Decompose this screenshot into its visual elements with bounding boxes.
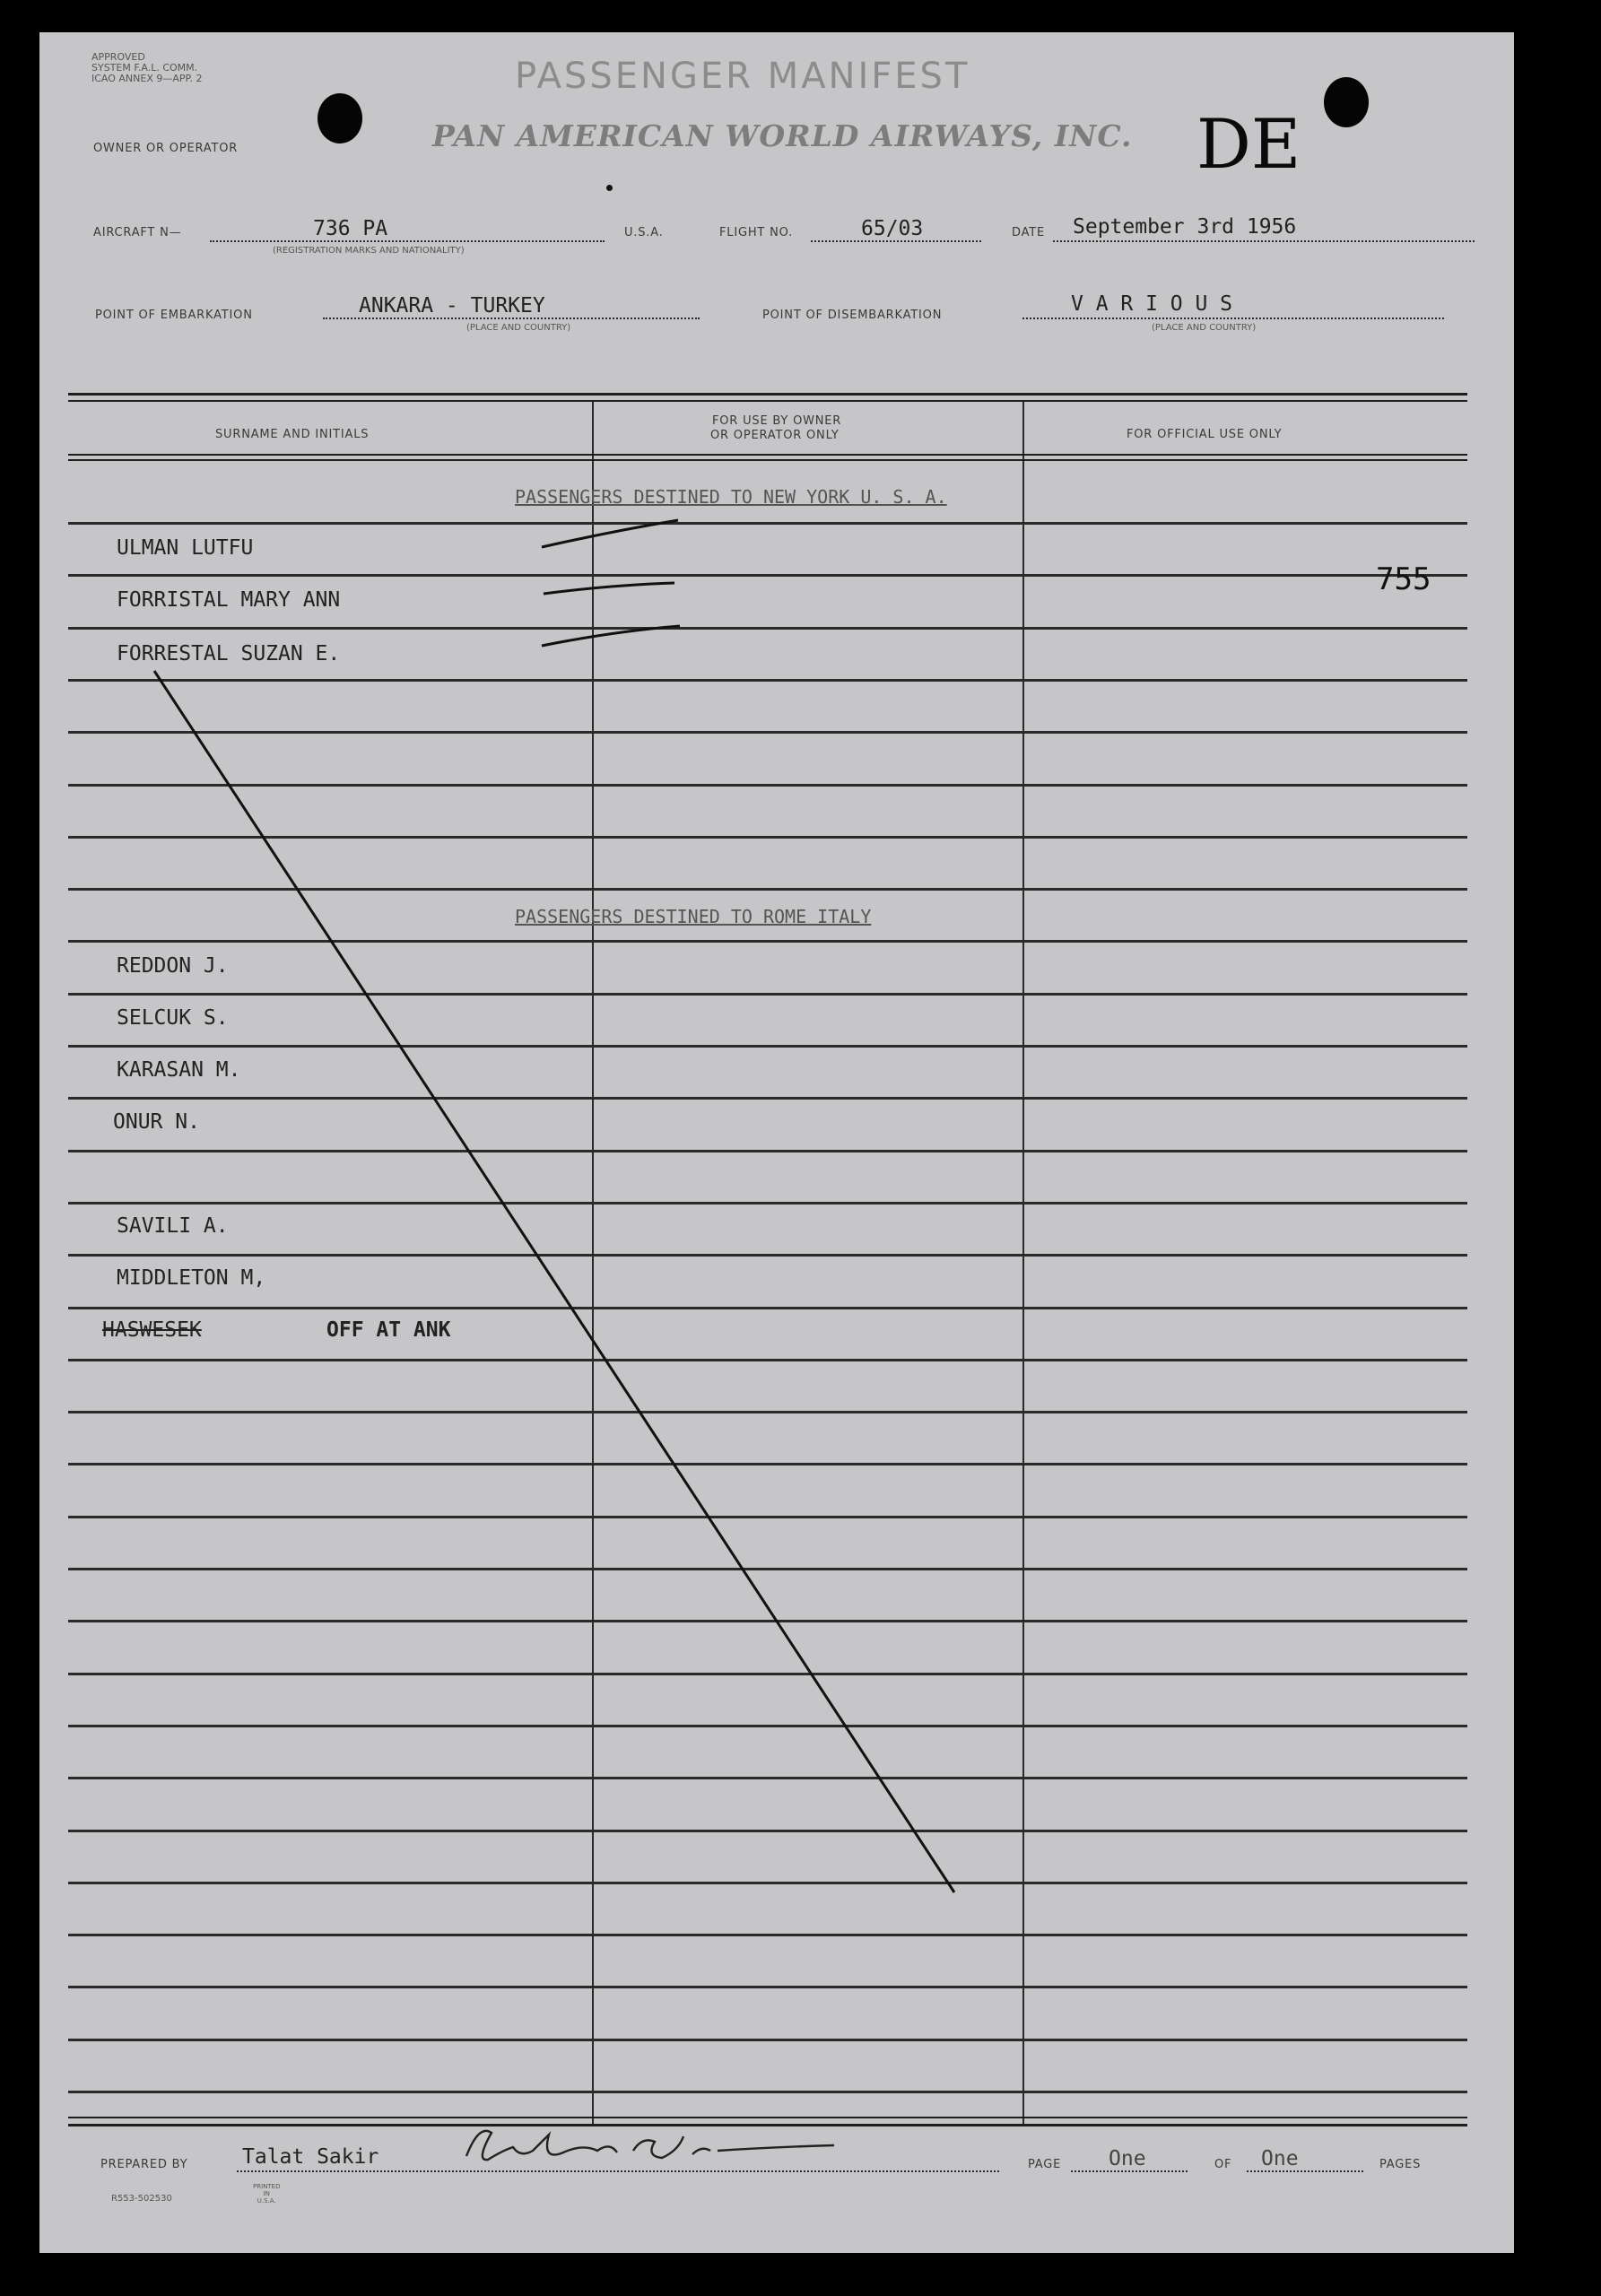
group-heading-newyork: PASSENGERS DESTINED TO NEW YORK U. S. A. [515,486,947,508]
aircraft-label: AIRCRAFT N— [93,226,182,239]
column-header-owner-1: FOR USE BY OWNER [712,414,842,428]
date-value: September 3rd 1956 [1073,215,1297,239]
passenger-name: SELCUK S. [117,1006,229,1030]
void-diagonal-line [154,671,954,1892]
form-code: R553-502530 [111,2194,172,2204]
page-label: PAGE [1028,2158,1062,2171]
prepared-value: Talat Sakir [242,2145,379,2169]
aircraft-caption: (REGISTRATION MARKS AND NATIONALITY) [273,246,465,256]
passenger-name: MIDDLETON M, [117,1266,266,1290]
column-header-official: FOR OFFICIAL USE ONLY [1127,428,1283,441]
passenger-name: ONUR N. [113,1110,200,1134]
group-heading-rome: PASSENGERS DESTINED TO ROME ITALY [515,906,872,927]
column-header-surname: SURNAME AND INITIALS [215,428,370,441]
owner-value: PAN AMERICAN WORLD AIRWAYS, INC. [432,118,1133,153]
manifest-title: PASSENGER MANIFEST [515,56,970,97]
flight-label: FLIGHT NO. [719,226,794,239]
embarkation-value: ANKARA - TURKEY [359,294,545,317]
handwritten-signature [448,2115,897,2178]
pen-stroke [542,520,678,547]
disembarkation-caption: (PLACE AND COUNTRY) [1152,323,1257,333]
passenger-name: SAVILI A. [117,1214,229,1238]
embarkation-caption: (PLACE AND COUNTRY) [466,323,571,333]
disembarkation-value: V A R I O U S [1071,292,1233,316]
pen-stroke [542,626,680,646]
date-label: DATE [1012,226,1046,239]
passenger-name: FORRISTAL MARY ANN [117,588,341,612]
country-label: U.S.A. [624,226,664,239]
passenger-name: REDDON J. [117,954,229,978]
aircraft-value: 736 PA [313,217,388,240]
handwritten-mark: DE [1196,104,1301,184]
prepared-label: PREPARED BY [100,2158,188,2171]
owner-label: OWNER OR OPERATOR [93,142,239,155]
of-label: OF [1214,2158,1232,2171]
pen-stroke [544,583,674,594]
flight-value: 65/03 [861,217,924,240]
column-header-owner-2: OR OPERATOR ONLY [710,429,840,442]
official-number: 755 [1376,561,1431,597]
pages-label: PAGES [1379,2158,1422,2171]
disembarkation-label: POINT OF DISEMBARKATION [762,309,943,322]
of-value: One [1261,2147,1299,2170]
approval-line-3: ICAO ANNEX 9—APP. 2 [91,73,203,84]
embarkation-label: POINT OF EMBARKATION [95,309,253,322]
page-value: One [1109,2147,1146,2170]
pen-strokes [39,32,1514,2253]
passenger-name: ULMAN LUTFU [117,536,254,560]
off-note: OFF AT ANK [326,1318,451,1342]
passenger-name: KARASAN M. [117,1058,241,1082]
approval-line-1: APPROVED [91,51,145,63]
approval-line-2: SYSTEM F.A.L. COMM. [91,62,198,74]
passenger-name: FORRESTAL SUZAN E. [117,642,341,665]
passenger-name: HASWESEK [102,1318,202,1342]
manifest-sheet [39,32,1514,2253]
printed-in-usa: PRINTED IN U.S.A. [253,2183,281,2205]
